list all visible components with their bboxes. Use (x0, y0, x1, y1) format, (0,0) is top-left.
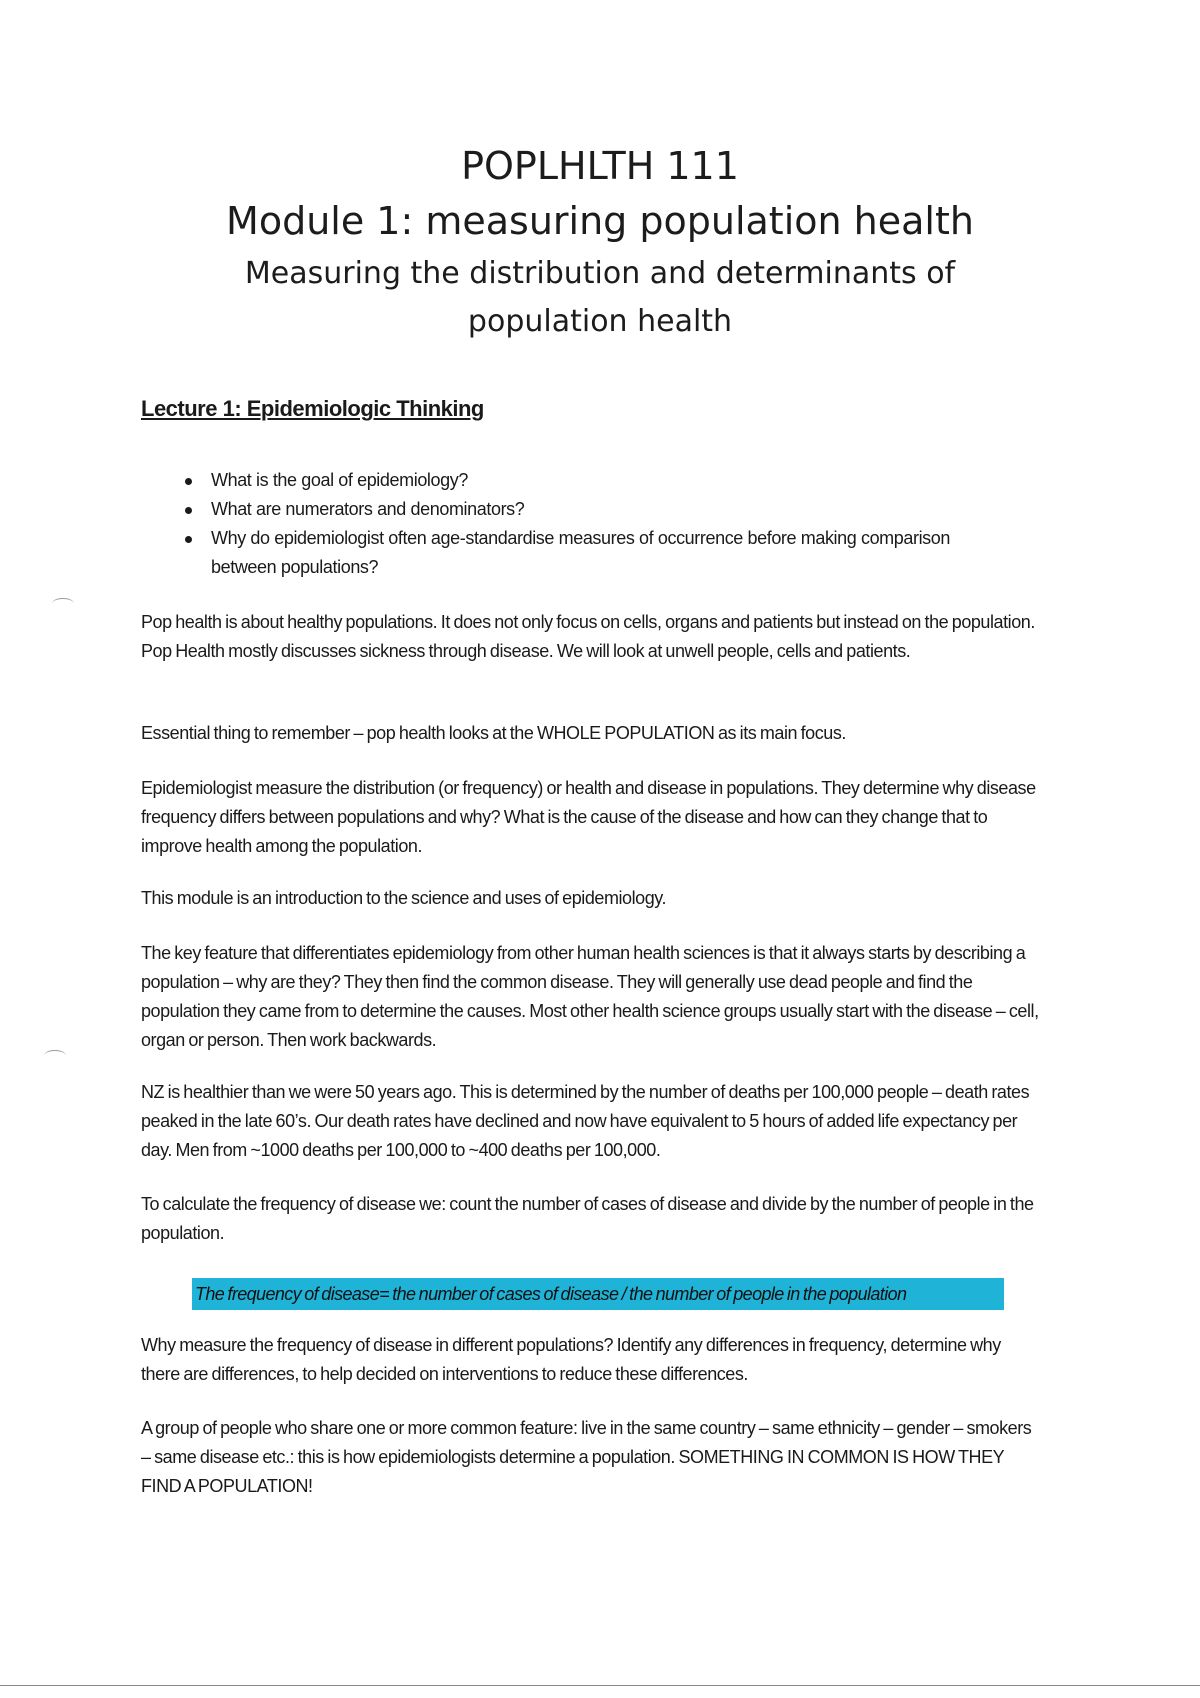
scan-mark (52, 598, 74, 609)
title-block (150, 140, 1050, 346)
paragraph-why-measure: Why measure the frequency of disease in different populations? Identify any differences in frequency, determine why there are differences, to help decided on interventions to reduce these differences. (141, 1335, 1001, 1384)
bullet-icon (185, 536, 192, 543)
question-item (185, 524, 1015, 582)
paragraph-calculate: To calculate the frequency of disease we: count the number of cases of disease and divide by the number of people in the population. (141, 1194, 1034, 1243)
question-item (185, 466, 1015, 495)
paragraph-population-definition: A group of people who share one or more common feature: live in the same country – same ethnicity – gender – smokers – same disease etc.: this is how epidemiologists determine a population. SOMETHING IN COMMON IS HOW THEY FIND A POPULATION! (141, 1418, 1032, 1496)
question-item (185, 495, 1015, 524)
bullet-icon (185, 507, 192, 514)
paragraph-key-feature: The key feature that differentiates epidemiology from other human health sciences is that it always starts by describing a population – why are they? They then find the common disease. They will generally use dead people and find the population they came from to determine the causes. Most other health science groups usually start with the disease – cell, organ or person. Then work backwards. (141, 943, 1039, 1050)
course-code: POPLHLTH 111 (461, 144, 739, 188)
lecture-heading: Lecture 1: Epidemiologic Thinking (141, 396, 484, 421)
page-bottom-edge (0, 1685, 1200, 1686)
question-text: What is the goal of epidemiology? (211, 470, 468, 490)
question-text: What are numerators and denominators? (211, 499, 525, 519)
module-title: Module 1: measuring population health (226, 199, 974, 243)
bullet-icon (185, 478, 192, 485)
paragraph-pop-health: Pop health is about healthy populations. It does not only focus on cells, organs and patients but instead on the population. Pop Health mostly discusses sickness through disease. We will look at unwell people, cells and patients. (141, 612, 1035, 661)
subtitle-line-2: population health (467, 304, 733, 339)
formula-text: The frequency of disease= the number of cases of disease / the number of people in the population (195, 1284, 907, 1304)
question-list (185, 466, 1015, 582)
paragraph-epidemiologist: Epidemiologist measure the distribution (or frequency) or health and disease in populations. They determine why disease frequency differs between populations and why? What is the cause of the disease and how can they change that to improve health among the population. (141, 778, 1036, 856)
paragraph-nz-health: NZ is healthier than we were 50 years ago. This is determined by the number of deaths per 100,000 people – death rates peaked in the late 60’s. Our death rates have declined and now have equivalent to 5 hours of added life expectancy per day. Men from ~1000 deaths per 100,000 to ~400 deaths per 100,000. (141, 1082, 1030, 1160)
question-text: Why do epidemiologist often age-standardise measures of occurrence before making comparison between populations? (211, 528, 951, 577)
paragraph-essential: Essential thing to remember – pop health looks at the WHOLE POPULATION as its main focus. (141, 723, 846, 743)
subtitle-line-1: Measuring the distribution and determinants of (244, 256, 956, 291)
scan-mark (44, 1050, 66, 1061)
paragraph-module-intro: This module is an introduction to the science and uses of epidemiology. (141, 888, 667, 908)
